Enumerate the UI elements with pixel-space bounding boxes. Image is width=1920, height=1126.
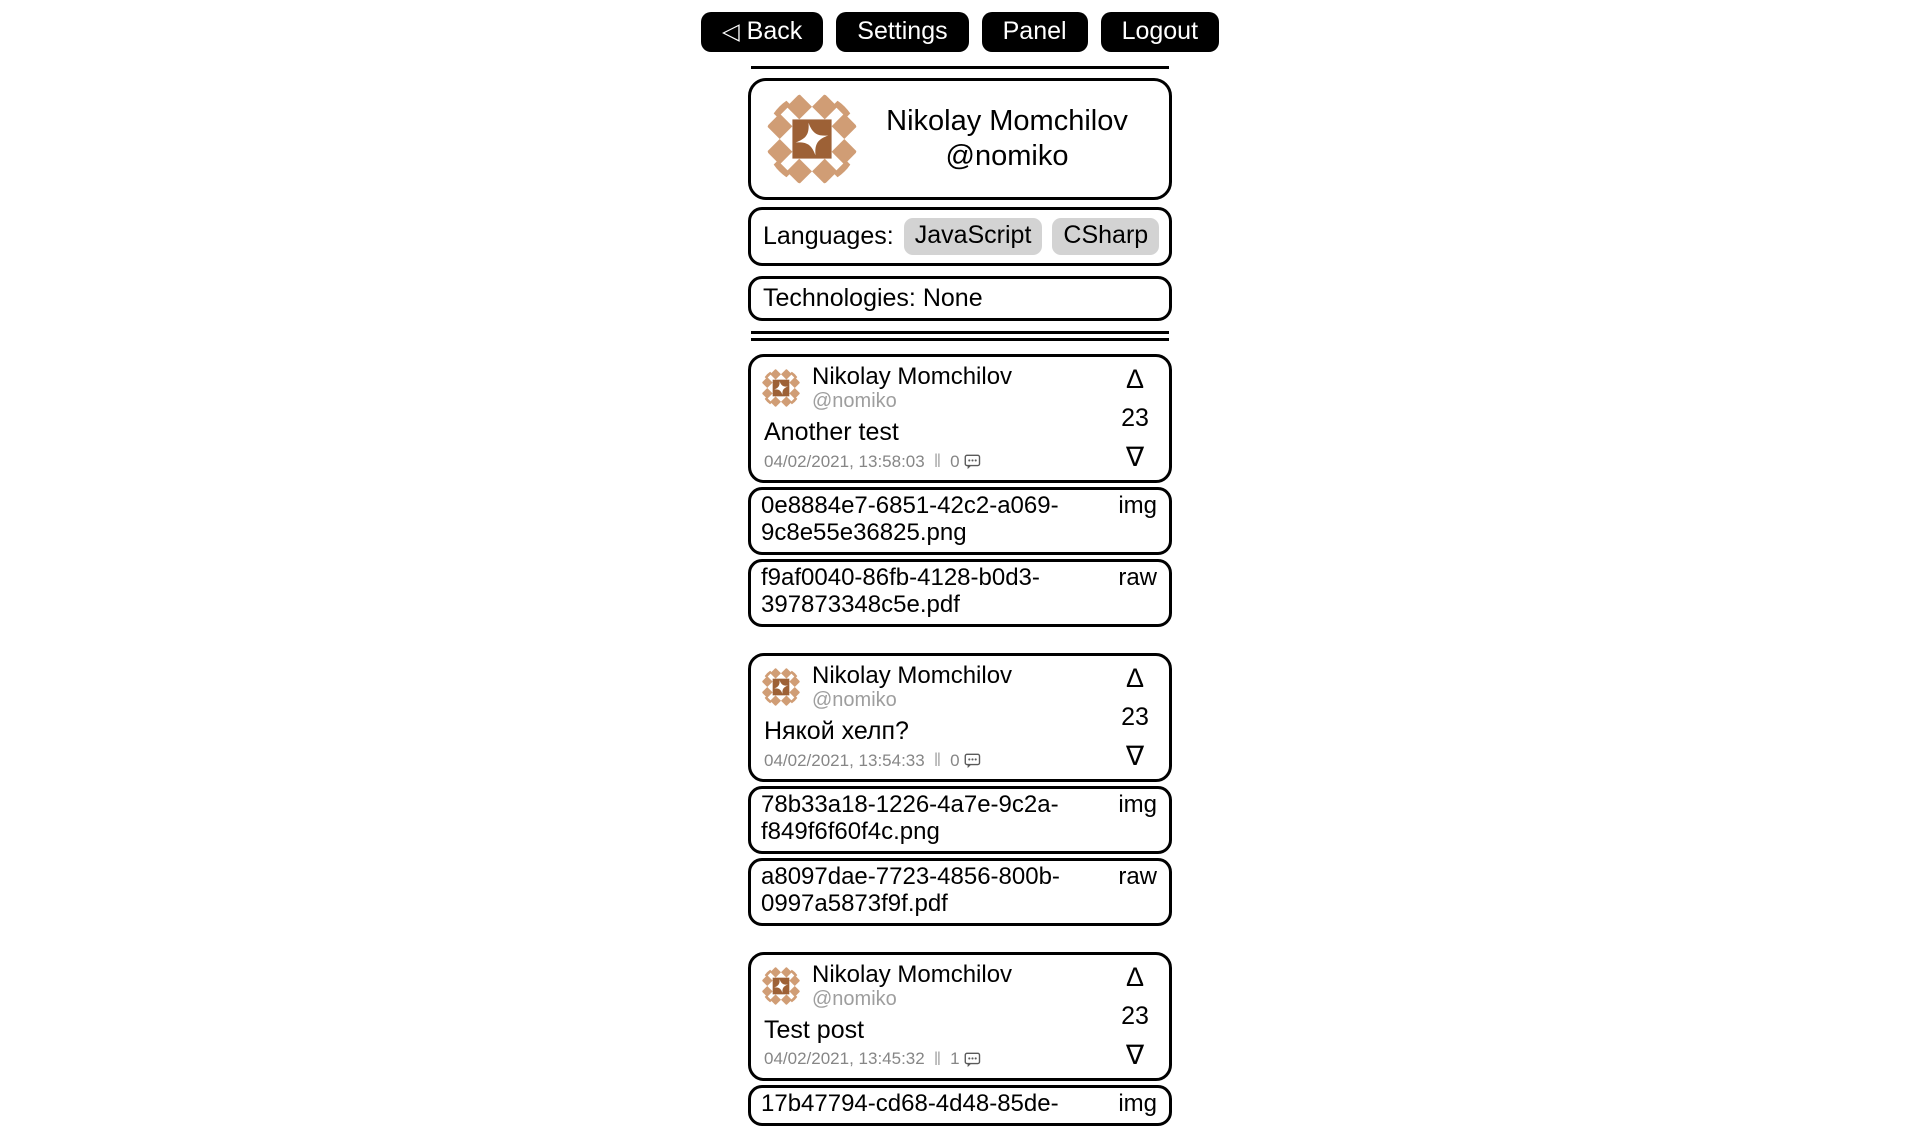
attachment-filename: a8097dae-7723-4856-800b-0997a5873f9f.pdf <box>761 862 1060 917</box>
post-header <box>761 364 1159 413</box>
post-author-name: Nikolay Momchilov <box>812 661 1013 689</box>
post-author-handle: @nomiko <box>812 987 897 1010</box>
post-author-name: Nikolay Momchilov <box>812 362 1013 390</box>
separator-icon: ‖ <box>933 451 942 472</box>
languages-box <box>748 207 1172 266</box>
back-button-label: Back <box>746 17 803 45</box>
post <box>748 354 1172 627</box>
attachment-type: raw <box>1118 862 1157 890</box>
post-timestamp: 04/02/2021, 13:45:32 <box>764 1049 925 1069</box>
settings-button[interactable] <box>836 12 968 52</box>
attachment-type: img <box>1118 492 1157 520</box>
post-card[interactable] <box>748 653 1172 782</box>
comment-icon <box>964 1051 981 1068</box>
post-title: Another test <box>764 418 899 447</box>
comment-count: 0 <box>950 750 960 770</box>
panel-button-label: Panel <box>1002 17 1067 45</box>
attachment-type: img <box>1118 1089 1157 1117</box>
post-author-handle: @nomiko <box>812 390 897 413</box>
attachment-filename: f9af0040-86fb-4128-b0d3-397873348c5e.pdf <box>761 563 1040 618</box>
attachment-row[interactable] <box>748 1085 1172 1126</box>
attachment-row[interactable] <box>748 487 1172 555</box>
profile-page <box>748 66 1172 1126</box>
attachment-type: img <box>1118 791 1157 819</box>
settings-button-label: Settings <box>857 17 948 45</box>
divider <box>751 66 1169 69</box>
post-title: Test post <box>764 1015 865 1044</box>
post-header <box>761 663 1159 712</box>
back-arrow-icon: ◁ <box>721 18 740 44</box>
post-author-avatar <box>761 667 801 707</box>
back-button[interactable] <box>701 12 823 52</box>
comment-count: 1 <box>950 1049 960 1069</box>
language-badge: JavaScript <box>904 218 1043 255</box>
vote-column <box>1113 662 1157 772</box>
post-meta <box>761 451 1159 472</box>
logout-button[interactable] <box>1101 12 1219 52</box>
post-card[interactable] <box>748 952 1172 1081</box>
profile-card <box>748 78 1172 200</box>
vote-column <box>1113 363 1157 473</box>
languages-label: Languages: <box>763 221 894 250</box>
upvote-button[interactable]: Δ <box>1125 961 1145 992</box>
attachment-filename: 0e8884e7-6851-42c2-a069-9c8e55e36825.png <box>761 492 1059 547</box>
panel-button[interactable] <box>982 12 1088 52</box>
attachment-type: raw <box>1118 563 1157 591</box>
technologies-label: Technologies: None <box>763 283 983 312</box>
attachment-row[interactable] <box>748 858 1172 926</box>
attachment-filename: 17b47794-cd68-4d48-85de- <box>761 1089 1059 1117</box>
attachment-filename: 78b33a18-1226-4a7e-9c2a-f849f6f60f4c.png <box>761 791 1059 845</box>
post-title: Някой хелп? <box>764 717 909 746</box>
separator-icon: ‖ <box>933 1048 942 1069</box>
profile-avatar <box>765 92 859 186</box>
downvote-button[interactable]: ∇ <box>1125 1039 1145 1070</box>
post-card[interactable] <box>748 354 1172 483</box>
upvote-button[interactable]: Δ <box>1125 662 1145 693</box>
post-comments <box>950 751 980 771</box>
attachment-row[interactable] <box>748 786 1172 854</box>
post-meta <box>761 1049 1159 1070</box>
vote-column <box>1113 961 1157 1070</box>
language-badge: CSharp <box>1052 218 1159 255</box>
post-timestamp: 04/02/2021, 13:54:33 <box>764 750 925 770</box>
technologies-box <box>748 276 1172 321</box>
comment-icon <box>964 453 981 470</box>
post-meta <box>761 750 1159 771</box>
vote-count: 23 <box>1121 702 1149 731</box>
separator-icon: ‖ <box>933 750 942 771</box>
post-author-name: Nikolay Momchilov <box>812 960 1013 988</box>
downvote-button[interactable]: ∇ <box>1125 442 1145 473</box>
profile-name: Nikolay Momchilov <box>886 105 1128 138</box>
vote-count: 23 <box>1121 1001 1149 1030</box>
post <box>748 952 1172 1126</box>
post <box>748 653 1172 926</box>
post-author-avatar <box>761 966 801 1006</box>
downvote-button[interactable]: ∇ <box>1125 741 1145 772</box>
profile-handle: @nomiko <box>945 140 1069 172</box>
post-author-avatar <box>761 368 801 408</box>
post-timestamp: 04/02/2021, 13:58:03 <box>764 451 925 471</box>
vote-count: 23 <box>1121 403 1149 432</box>
upvote-button[interactable]: Δ <box>1125 363 1145 394</box>
post-comments <box>950 1049 980 1069</box>
post-comments <box>950 452 980 472</box>
post-author-handle: @nomiko <box>812 689 897 712</box>
logout-button-label: Logout <box>1121 17 1199 45</box>
attachment-row[interactable] <box>748 559 1172 627</box>
divider <box>751 331 1169 341</box>
toolbar <box>0 0 1920 52</box>
comment-count: 0 <box>950 451 960 471</box>
comment-icon <box>964 752 981 769</box>
post-header <box>761 962 1159 1011</box>
